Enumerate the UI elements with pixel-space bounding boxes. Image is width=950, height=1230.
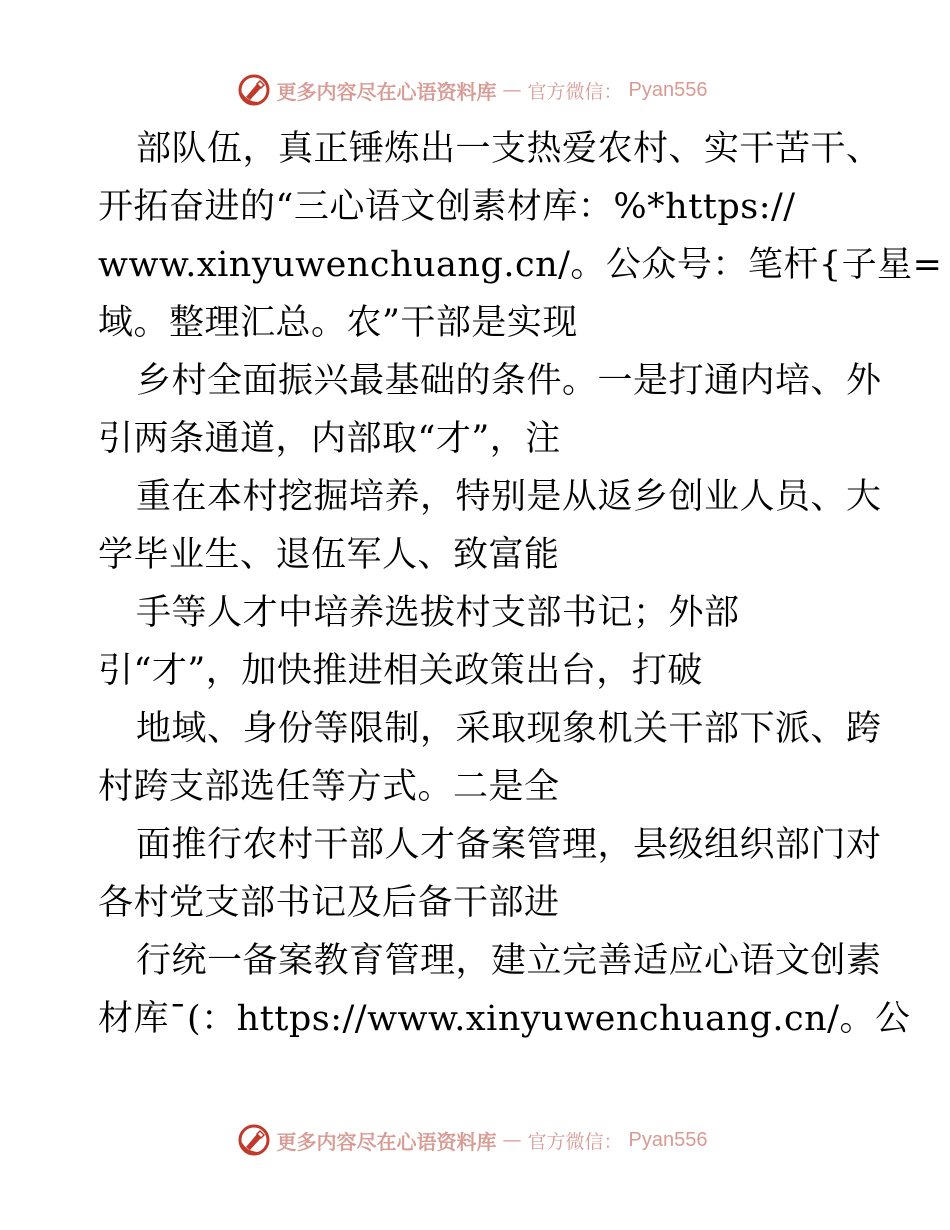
text-line: 乡村全面振兴最基础的条件。一是打通内培、外: [136, 361, 882, 401]
pen-logo-icon: [237, 1123, 271, 1157]
footer-watermark-title: 更多内容尽在心语资料库: [276, 1129, 497, 1154]
header-watermark-title: 更多内容尽在心语资料库: [276, 79, 497, 104]
footer-watermark-separator: —: [502, 1129, 522, 1151]
text-line: 引“才”，加快推进相关政策出台，打破: [98, 651, 703, 691]
text-line: 地域、身份等限制，采取现象机关干部下派、跨: [136, 709, 882, 749]
header-watermark-wechat-label: 官方微信：: [527, 80, 623, 103]
text-line: 行统一备案教育管理，建立完善适应心语文创素: [136, 941, 882, 981]
text-line: 重在本村挖掘培养，特别是从返乡创业人员、大: [136, 477, 882, 517]
pen-logo-icon: [237, 73, 271, 107]
footer-watermark: [0, 1120, 950, 1160]
text-line: www.xinyuwenchuang.cn/。公众号：笔杆{子星=: [98, 245, 943, 285]
header-watermark: [0, 70, 950, 110]
header-watermark-wechat-id: Pyan556: [628, 78, 708, 101]
text-line: 材库¯(：https://www.xinyuwenchuang.cn/。公: [98, 999, 911, 1039]
header-watermark-separator: —: [502, 79, 522, 101]
text-line: 开拓奋进的“三心语文创素材库：%*https://: [98, 187, 796, 227]
footer-watermark-wechat-label: 官方微信：: [527, 1130, 623, 1153]
footer-watermark-wechat-id: Pyan556: [628, 1128, 708, 1151]
header-watermark-content: [237, 73, 708, 107]
text-line: 引两条通道，内部取“才”，注: [98, 419, 561, 459]
text-line: 学毕业生、退伍军人、致富能: [98, 535, 560, 575]
text-line: 手等人才中培养选拔村支部书记；外部: [136, 593, 740, 633]
text-line: 村跨支部选任等方式。二是全: [98, 767, 560, 807]
footer-watermark-content: [237, 1123, 708, 1157]
text-line: 部队伍，真正锤炼出一支热爱农村、实干苦干、: [136, 129, 882, 169]
text-line: 域。整理汇总。农”干部是实现: [98, 303, 578, 343]
text-line: 各村党支部书记及后备干部进: [98, 883, 560, 923]
text-line: 面推行农村干部人才备案管理，县级组织部门对: [136, 825, 882, 865]
